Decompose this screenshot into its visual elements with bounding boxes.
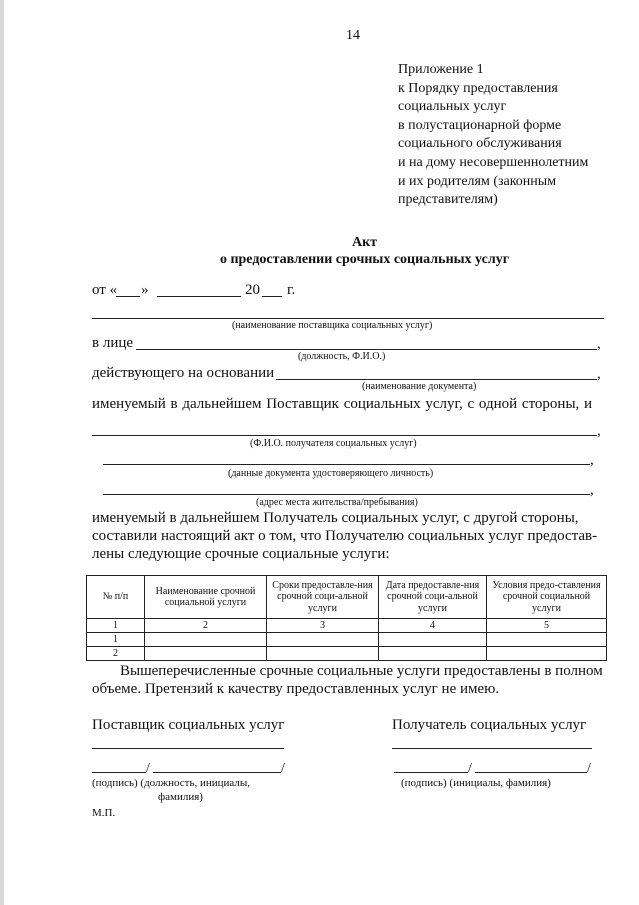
comma: , bbox=[597, 366, 601, 382]
appendix-line: в полустационарной форме bbox=[398, 117, 562, 133]
page-number: 14 bbox=[346, 28, 360, 43]
table-cell bbox=[145, 647, 267, 661]
table-header-cell: Наименование срочной социальной услуги bbox=[145, 576, 267, 619]
position-caption: (должность, Ф.И.О.) bbox=[298, 351, 386, 362]
table-cell bbox=[379, 633, 487, 647]
recipient-caption: (Ф.И.О. получателя социальных услуг) bbox=[250, 438, 417, 449]
appendix-line: представителям) bbox=[398, 192, 498, 208]
table-cell: 2 bbox=[87, 647, 145, 661]
table-row bbox=[87, 647, 607, 661]
year-blank bbox=[262, 296, 282, 297]
date-prefix: от « bbox=[92, 282, 118, 298]
address-blank bbox=[103, 494, 590, 495]
provider-signature-label: Поставщик социальных услуг bbox=[92, 717, 285, 733]
table-cell bbox=[145, 633, 267, 647]
day-blank bbox=[116, 296, 140, 297]
id-document-caption: (данные документа удостоверяющего личность) bbox=[228, 468, 434, 479]
document-caption: (наименование документа) bbox=[362, 381, 477, 392]
table-header-cell: № п/п bbox=[87, 576, 145, 619]
slash: / bbox=[468, 761, 472, 776]
provider-signature-line bbox=[92, 772, 146, 773]
appendix-line: к Порядку предоставления bbox=[398, 80, 558, 96]
appendix-line: Приложение 1 bbox=[398, 62, 484, 77]
table-cell: 1 bbox=[87, 633, 145, 647]
provider-position-line bbox=[153, 772, 281, 773]
recipient-name-blank bbox=[92, 435, 597, 436]
in-person-label: в лице bbox=[92, 335, 134, 351]
slash: / bbox=[146, 761, 150, 776]
provider-caption: (наименование поставщика социальных услуг) bbox=[232, 320, 433, 331]
recipient-signature-label: Получатель социальных услуг bbox=[392, 717, 587, 733]
stamp-label: М.П. bbox=[92, 807, 116, 819]
provider-named-text: именуемый в дальнейшем Поставщик социальных услуг, с одной стороны, и bbox=[92, 396, 593, 412]
table-cell: 3 bbox=[267, 619, 379, 633]
provider-signature-caption-2: фамилия) bbox=[158, 791, 203, 803]
provider-signature-caption: (подпись) (должность, инициалы, bbox=[92, 777, 251, 789]
table-cell bbox=[487, 647, 607, 661]
table-header-cell: Условия предо-ставления срочной социальной услуги bbox=[487, 576, 607, 619]
in-person-blank bbox=[136, 349, 597, 350]
table-cell: 5 bbox=[487, 619, 607, 633]
table-cell bbox=[379, 647, 487, 661]
year-prefix: 20 bbox=[245, 282, 260, 298]
provider-name-blank bbox=[92, 318, 604, 319]
provider-name-line bbox=[92, 748, 284, 749]
slash: / bbox=[587, 761, 591, 776]
appendix-block bbox=[398, 61, 588, 210]
body-text-line: именуемый в дальнейшем Получатель социальных услуг, с другой стороны, bbox=[92, 510, 579, 526]
slash: / bbox=[281, 761, 285, 776]
recipient-signature-caption: (подпись) (инициалы, фамилия) bbox=[401, 777, 551, 789]
comma: , bbox=[590, 482, 594, 498]
address-caption: (адрес места жительства/пребывания) bbox=[256, 497, 418, 508]
table-cell: 1 bbox=[87, 619, 145, 633]
appendix-line: социальных услуг bbox=[398, 99, 507, 115]
table-header-cell: Сроки предоставле-ния срочной соци-альной услуги bbox=[267, 576, 379, 619]
date-quote-close: » bbox=[141, 282, 149, 298]
comma: , bbox=[597, 336, 601, 352]
recipient-signature-line bbox=[394, 772, 468, 773]
body-text-line: лены следующие срочные социальные услуги: bbox=[92, 546, 390, 562]
closing-text-line: объеме. Претензий к качеству предоставленных услуг не имею. bbox=[92, 681, 500, 697]
body-text-line: составили настоящий акт о том, что Получателю социальных услуг предостав- bbox=[92, 528, 598, 544]
id-document-blank bbox=[103, 464, 590, 465]
table-row bbox=[87, 633, 607, 647]
year-suffix: г. bbox=[287, 282, 296, 298]
comma: , bbox=[590, 452, 594, 468]
appendix-line: и их родителям (законным bbox=[398, 173, 557, 189]
recipient-initials-line bbox=[475, 772, 587, 773]
appendix-line: и на дому несовершеннолетним bbox=[398, 154, 589, 170]
table-cell bbox=[487, 633, 607, 647]
table-cell: 2 bbox=[145, 619, 267, 633]
recipient-name-line bbox=[392, 748, 592, 749]
table-cell bbox=[267, 647, 379, 661]
table-number-row bbox=[87, 619, 607, 633]
appendix-line: социального обслуживания bbox=[398, 136, 562, 152]
document-subtitle: о предоставлении срочных социальных услуг bbox=[219, 252, 510, 267]
table-cell bbox=[267, 633, 379, 647]
table-header-row bbox=[87, 576, 607, 619]
basis-document-blank bbox=[276, 379, 597, 380]
closing-text-line: Вышеперечисленные срочные социальные услуги предоставлены в полном bbox=[120, 663, 603, 679]
table-header-cell: Дата предоставле-ния срочной соци-альной услуги bbox=[379, 576, 487, 619]
month-blank bbox=[157, 296, 241, 297]
comma: , bbox=[597, 423, 601, 439]
acting-label: действующего на основании bbox=[92, 365, 275, 381]
services-table bbox=[86, 575, 607, 661]
document-title: Акт bbox=[351, 235, 378, 250]
table-cell: 4 bbox=[379, 619, 487, 633]
scan-edge bbox=[0, 0, 4, 905]
